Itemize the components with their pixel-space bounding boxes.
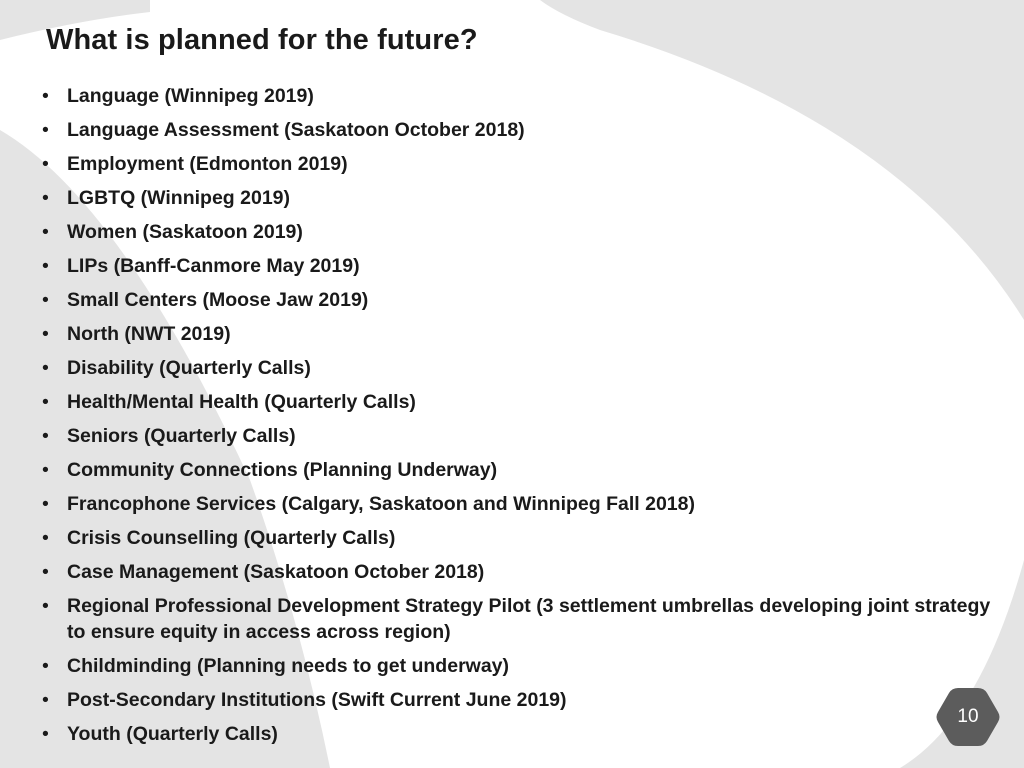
list-item: • Post-Secondary Institutions (Swift Current June 2019): [42, 687, 992, 713]
list-item: • Health/Mental Health (Quarterly Calls): [42, 389, 992, 415]
list-item: • Small Centers (Moose Jaw 2019): [42, 287, 992, 313]
list-item: • Disability (Quarterly Calls): [42, 355, 992, 381]
list-item: • Crisis Counselling (Quarterly Calls): [42, 525, 992, 551]
page-number-badge: [934, 686, 1002, 748]
list-item: • LIPs (Banff-Canmore May 2019): [42, 253, 992, 279]
list-item: • Community Connections (Planning Underway): [42, 457, 992, 483]
list-item: • Case Management (Saskatoon October 2018): [42, 559, 992, 585]
bullet-list: [42, 83, 992, 755]
list-item: • Regional Professional Development Strategy Pilot (3 settlement umbrellas developing joint strategy to ensure equity in access across region): [42, 593, 992, 645]
list-item: • Employment (Edmonton 2019): [42, 151, 992, 177]
slide-title: What is planned for the future?: [46, 24, 478, 56]
list-item: • North (NWT 2019): [42, 321, 992, 347]
list-item: • Childminding (Planning needs to get underway): [42, 653, 992, 679]
list-item: • Language Assessment (Saskatoon October 2018): [42, 117, 992, 143]
list-item: • LGBTQ (Winnipeg 2019): [42, 185, 992, 211]
list-item: • Women (Saskatoon 2019): [42, 219, 992, 245]
list-item: • Language (Winnipeg 2019): [42, 83, 992, 109]
list-item: • Youth (Quarterly Calls): [42, 721, 992, 747]
list-item: • Francophone Services (Calgary, Saskatoon and Winnipeg Fall 2018): [42, 491, 992, 517]
list-item: • Seniors (Quarterly Calls): [42, 423, 992, 449]
page-number: 10: [957, 706, 979, 727]
